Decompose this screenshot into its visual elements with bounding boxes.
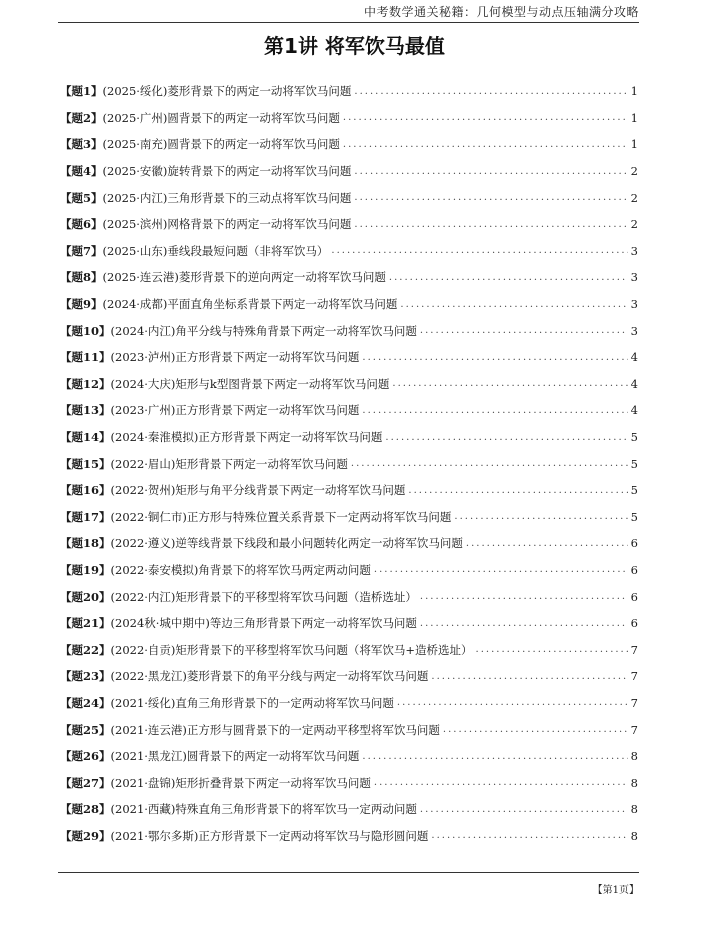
toc-entry[interactable] xyxy=(60,450,638,477)
toc-entry[interactable] xyxy=(60,530,638,557)
toc-entry[interactable] xyxy=(60,105,638,132)
toc-entry[interactable] xyxy=(60,477,638,504)
toc-entry-title: (2021·鄂尔多斯)正方形背景下一定两动将军饮马与隐形圆问题 xyxy=(110,828,429,843)
toc-entry-title: (2022·铜仁市)正方形与特殊位置关系背景下一定两动将军饮马问题 xyxy=(110,509,452,524)
toc-entry-page: 1 xyxy=(630,137,638,152)
toc-entry-title: (2023·广州)正方形背景下两定一动将军饮马问题 xyxy=(110,403,360,418)
toc-entry-title: (2024·成都)平面直角坐标系背景下两定一动将军饮马问题 xyxy=(102,297,398,312)
toc-entry-page: 2 xyxy=(630,190,638,205)
running-header xyxy=(58,0,639,23)
toc-entry-title: (2025·安徽)旋转背景下的两定一动将军饮马问题 xyxy=(102,164,352,179)
toc-entry[interactable] xyxy=(60,158,638,185)
toc-entry-label: 【题20】 xyxy=(60,589,111,604)
toc-entry-label: 【题26】 xyxy=(60,749,111,764)
table-of-contents xyxy=(60,78,638,849)
toc-entry-page: 1 xyxy=(630,110,638,125)
toc-entry-page: 5 xyxy=(630,483,638,498)
toc-entry-label: 【题24】 xyxy=(60,695,111,710)
toc-entry-page: 8 xyxy=(630,749,638,764)
toc-entry-title: (2021·连云港)正方形与圆背景下的一定两动平移型将军饮马问题 xyxy=(110,722,440,737)
page-number: 【第1页】 xyxy=(592,885,639,896)
toc-entry-label: 【题18】 xyxy=(60,536,111,551)
toc-entry-title: (2021·黑龙江)圆背景下的两定一动将军饮马问题 xyxy=(110,749,360,764)
dot-leader xyxy=(362,405,627,416)
toc-entry-page: 3 xyxy=(630,297,638,312)
dot-leader xyxy=(397,697,628,708)
toc-entry-label: 【题19】 xyxy=(60,562,111,577)
toc-entry-label: 【题4】 xyxy=(60,164,103,179)
toc-entry-title: (2025·绥化)菱形背景下的两定一动将军饮马问题 xyxy=(102,84,352,99)
dot-leader xyxy=(362,751,627,762)
toc-entry[interactable] xyxy=(60,291,638,318)
toc-entry[interactable] xyxy=(60,184,638,211)
toc-entry-page: 5 xyxy=(630,509,638,524)
running-header-text: 中考数学通关秘籍：几何模型与动点压轴满分攻略 xyxy=(363,5,639,19)
toc-entry-page: 8 xyxy=(630,828,638,843)
toc-entry[interactable] xyxy=(60,610,638,637)
footer-rule xyxy=(58,872,639,896)
toc-entry-label: 【题22】 xyxy=(60,642,111,657)
toc-entry[interactable] xyxy=(60,317,638,344)
toc-entry[interactable] xyxy=(60,504,638,531)
toc-entry-page: 2 xyxy=(630,164,638,179)
toc-entry-page: 7 xyxy=(630,695,638,710)
dot-leader xyxy=(431,830,627,841)
toc-entry-title: (2025·山东)垂线段最短问题（非将军饮马） xyxy=(102,243,329,258)
toc-entry-label: 【题2】 xyxy=(60,110,103,125)
toc-entry-page: 5 xyxy=(630,456,638,471)
toc-entry[interactable] xyxy=(60,397,638,424)
toc-entry-title: (2025·连云港)菱形背景下的逆向两定一动将军饮马问题 xyxy=(102,270,386,285)
dot-leader xyxy=(351,458,628,469)
toc-entry-page: 7 xyxy=(630,642,638,657)
toc-entry-page: 3 xyxy=(630,270,638,285)
toc-entry-title: (2025·广州)圆背景下的两定一动将军饮马问题 xyxy=(102,110,340,125)
toc-entry-page: 6 xyxy=(630,589,638,604)
toc-entry-label: 【题5】 xyxy=(60,190,103,205)
dot-leader xyxy=(466,538,628,549)
dot-leader xyxy=(389,272,628,283)
toc-entry[interactable] xyxy=(60,78,638,105)
toc-entry-page: 6 xyxy=(630,536,638,551)
toc-entry[interactable] xyxy=(60,663,638,690)
toc-entry[interactable] xyxy=(60,557,638,584)
dot-leader xyxy=(420,325,628,336)
dot-leader xyxy=(400,299,627,310)
toc-entry-title: (2022·泰安模拟)角背景下的将军饮马两定两动问题 xyxy=(110,562,371,577)
toc-entry-page: 8 xyxy=(630,802,638,817)
toc-entry[interactable] xyxy=(60,211,638,238)
toc-entry[interactable] xyxy=(60,424,638,451)
toc-entry-title: (2022·内江)矩形背景下的平移型将军饮马问题（造桥选址） xyxy=(110,589,417,604)
dot-leader xyxy=(374,564,628,575)
dot-leader xyxy=(354,86,627,97)
toc-entry-page: 3 xyxy=(630,323,638,338)
toc-entry-page: 4 xyxy=(630,376,638,391)
toc-entry-page: 7 xyxy=(630,722,638,737)
toc-entry[interactable] xyxy=(60,583,638,610)
toc-entry-label: 【题16】 xyxy=(60,483,111,498)
dot-leader xyxy=(374,777,628,788)
toc-entry-label: 【题15】 xyxy=(60,456,111,471)
toc-entry-label: 【题8】 xyxy=(60,270,103,285)
toc-entry-label: 【题21】 xyxy=(60,616,111,631)
toc-entry-label: 【题9】 xyxy=(60,297,103,312)
dot-leader xyxy=(362,352,627,363)
toc-entry-label: 【题29】 xyxy=(60,828,111,843)
dot-leader xyxy=(443,724,628,735)
toc-entry-title: (2022·遵义)逆等线背景下线段和最小问题转化两定一动将军饮马问题 xyxy=(110,536,463,551)
toc-entry-title: (2025·内江)三角形背景下的三动点将军饮马问题 xyxy=(102,190,352,205)
dot-leader xyxy=(420,804,628,815)
toc-entry[interactable] xyxy=(60,131,638,158)
toc-entry-title: (2021·西藏)特殊直角三角形背景下的将军饮马一定两动问题 xyxy=(110,802,417,817)
dot-leader xyxy=(408,485,627,496)
toc-entry-page: 3 xyxy=(630,243,638,258)
toc-entry-page: 8 xyxy=(630,775,638,790)
dot-leader xyxy=(431,671,627,682)
toc-entry-title: (2025·南充)圆背景下的两定一动将军饮马问题 xyxy=(102,137,340,152)
dot-leader xyxy=(420,591,628,602)
toc-entry-page: 6 xyxy=(630,562,638,577)
toc-entry-title: (2024·内江)角平分线与特殊角背景下两定一动将军饮马问题 xyxy=(110,323,417,338)
toc-entry-page: 4 xyxy=(630,350,638,365)
toc-entry-label: 【题17】 xyxy=(60,509,111,524)
toc-entry[interactable] xyxy=(60,264,638,291)
toc-entry-label: 【题12】 xyxy=(60,376,111,391)
toc-entry[interactable] xyxy=(60,823,638,850)
toc-entry-label: 【题11】 xyxy=(60,350,111,365)
toc-entry-label: 【题13】 xyxy=(60,403,111,418)
dot-leader xyxy=(354,192,627,203)
toc-entry-page: 1 xyxy=(630,84,638,99)
toc-entry[interactable] xyxy=(60,371,638,398)
toc-entry-page: 6 xyxy=(630,616,638,631)
toc-entry-label: 【题14】 xyxy=(60,430,111,445)
toc-entry-page: 4 xyxy=(630,403,638,418)
toc-entry-title: (2024·秦淮模拟)正方形背景下两定一动将军饮马问题 xyxy=(110,430,383,445)
toc-entry-page: 2 xyxy=(630,217,638,232)
toc-entry[interactable] xyxy=(60,769,638,796)
toc-entry-label: 【题25】 xyxy=(60,722,111,737)
toc-entry-label: 【题28】 xyxy=(60,802,111,817)
toc-entry-title: (2024秋·城中期中)等边三角形背景下两定一动将军饮马问题 xyxy=(110,616,417,631)
toc-entry[interactable] xyxy=(60,743,638,770)
toc-entry-label: 【题3】 xyxy=(60,137,103,152)
toc-entry-label: 【题27】 xyxy=(60,775,111,790)
toc-entry-title: (2022·眉山)矩形背景下两定一动将军饮马问题 xyxy=(110,456,348,471)
dot-leader xyxy=(354,219,627,230)
dot-leader xyxy=(476,644,628,655)
toc-entry-title: (2021·盘锦)矩形折叠背景下两定一动将军饮马问题 xyxy=(110,775,371,790)
toc-entry-label: 【题7】 xyxy=(60,243,103,258)
dot-leader xyxy=(343,139,628,150)
toc-entry-title: (2023·泸州)正方形背景下两定一动将军饮马问题 xyxy=(110,350,360,365)
toc-entry-label: 【题6】 xyxy=(60,217,103,232)
toc-entry-title: (2021·绥化)直角三角形背景下的一定两动将军饮马问题 xyxy=(110,695,394,710)
page-title: 第1讲 将军饮马最值 xyxy=(264,34,445,58)
dot-leader xyxy=(354,166,627,177)
dot-leader xyxy=(392,378,627,389)
toc-entry-title: (2024·大庆)矩形与k型图背景下两定一动将军饮马问题 xyxy=(110,376,390,391)
toc-entry-label: 【题10】 xyxy=(60,323,111,338)
toc-entry[interactable] xyxy=(60,238,638,265)
toc-entry[interactable] xyxy=(60,636,638,663)
dot-leader xyxy=(331,245,627,256)
toc-entry[interactable] xyxy=(60,690,638,717)
toc-entry-label: 【题1】 xyxy=(60,84,103,99)
dot-leader xyxy=(454,511,627,522)
dot-leader xyxy=(343,112,628,123)
toc-entry[interactable] xyxy=(60,796,638,823)
toc-entry-page: 7 xyxy=(630,669,638,684)
toc-entry[interactable] xyxy=(60,716,638,743)
toc-entry-title: (2022·自贡)矩形背景下的平移型将军饮马问题（将军饮马+造桥选址） xyxy=(110,642,473,657)
toc-entry-title: (2025·滨州)网格背景下的两定一动将军饮马问题 xyxy=(102,217,352,232)
toc-entry[interactable] xyxy=(60,344,638,371)
toc-entry-page: 5 xyxy=(630,430,638,445)
toc-entry-title: (2022·贺州)矩形与角平分线背景下两定一动将军饮马问题 xyxy=(110,483,406,498)
toc-entry-title: (2022·黑龙江)菱形背景下的角平分线与两定一动将军饮马问题 xyxy=(110,669,429,684)
dot-leader xyxy=(385,432,627,443)
toc-entry-label: 【题23】 xyxy=(60,669,111,684)
dot-leader xyxy=(420,618,628,629)
